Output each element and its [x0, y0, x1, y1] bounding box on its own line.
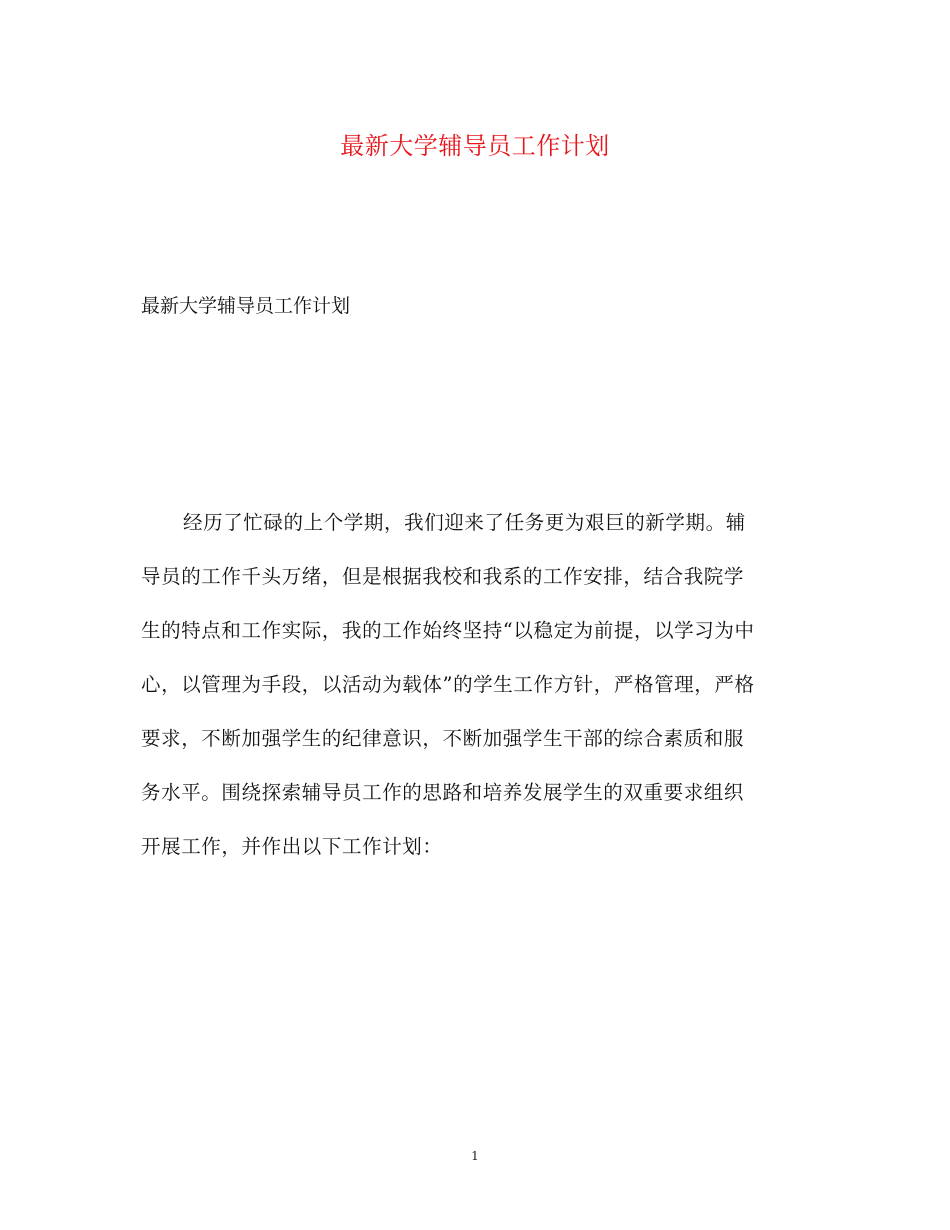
paragraph-line: 开展工作，并作出以下工作计划： [141, 835, 443, 858]
paragraph-line: 务水平。围绕探索辅导员工作的思路和培养发展学生的双重要求组织 [141, 781, 745, 804]
body-paragraph [141, 508, 806, 886]
paragraph-line: 心，以管理为手段，以活动为载体”的学生工作方针，严格管理，严格 [141, 673, 755, 696]
page-number: 1 [471, 1149, 479, 1163]
document-subtitle: 最新大学辅导员工作计划 [141, 295, 351, 317]
paragraph-line: 生的特点和工作实际，我的工作始终坚持“以稳定为前提，以学习为中 [141, 619, 755, 642]
document-title: 最新大学辅导员工作计划 [340, 132, 610, 160]
paragraph-line: 要求，不断加强学生的纪律意识，不断加强学生干部的综合素质和服 [141, 727, 745, 750]
paragraph-line: 经历了忙碌的上个学期，我们迎来了任务更为艰巨的新学期。辅 [183, 511, 746, 534]
paragraph-line: 导员的工作千头万绪，但是根据我校和我系的工作安排，结合我院学 [141, 565, 745, 588]
